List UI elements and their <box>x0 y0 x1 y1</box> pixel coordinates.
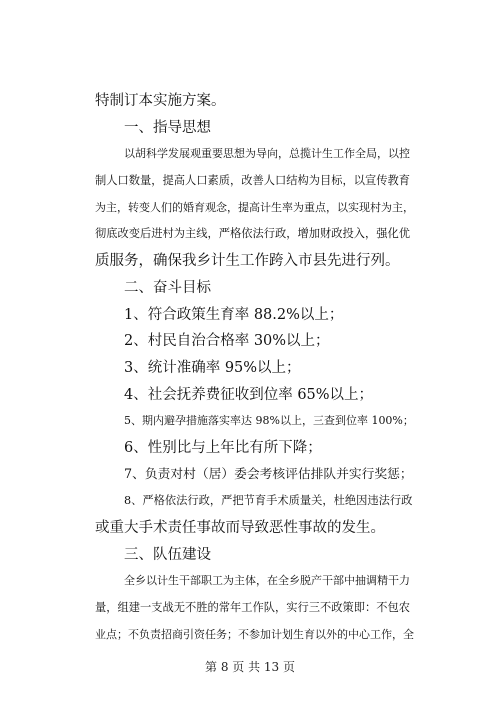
page-footer: 第 8 页 共 13 页 <box>205 660 295 674</box>
text-line: 质服务，确保我乡计生工作跨入市县先进行列。 <box>95 253 400 270</box>
text-line: 制人口数量，提高人口素质，改善人口结构为目标，以宣传教育 <box>95 174 411 188</box>
text-line: 6、性别比与上年比有所下降； <box>124 439 322 456</box>
text-line: 2、村民自治合格率 30%以上； <box>124 333 330 350</box>
text-line: 1、符合政策生育率 88.2%以上； <box>124 306 344 323</box>
document-body <box>95 88 415 648</box>
text-line: 量，组建一支战无不胜的常年工作队，实行三不政策即：不包农 <box>95 601 411 615</box>
text-line: 业点；不负责招商引资任务；不参加计划生育以外的中心工作，全 <box>95 627 414 641</box>
text-line: 特制订本实施方案。 <box>95 93 226 109</box>
text-line: 5、期内避孕措施落实率达 98%以上，三查到位率 100%； <box>124 414 414 428</box>
text-line: 一、指导思想 <box>124 119 211 136</box>
text-line: 全乡以计生干部职工为主体，在全乡脱产干部中抽调精干力 <box>124 574 410 588</box>
text-line: 或重大手术责任事故而导致恶性事故的发生。 <box>95 520 385 536</box>
text-line: 二、奋斗目标 <box>124 279 211 296</box>
text-line: 3、统计准确率 95%以上； <box>124 359 301 376</box>
text-line: 4、社会抚养费征收到位率 65%以上； <box>124 386 374 403</box>
text-line: 7、负责对村（居）委会考核评估排队并实行奖惩； <box>124 466 413 482</box>
text-line: 8、严格依法行政，严把节育手术质量关，杜绝因违法行政 <box>124 494 413 508</box>
text-line: 三、队伍建设 <box>124 546 211 563</box>
text-line: 为主，转变人们的婚育观念，提高计生率为重点，以实现村为主， <box>95 200 414 214</box>
text-line: 以胡科学发展观重要思想为导向，总揽计生工作全局，以控 <box>124 147 410 161</box>
text-line: 彻底改变后进村为主线，严格依法行政，增加财政投入，强化优 <box>95 227 411 241</box>
